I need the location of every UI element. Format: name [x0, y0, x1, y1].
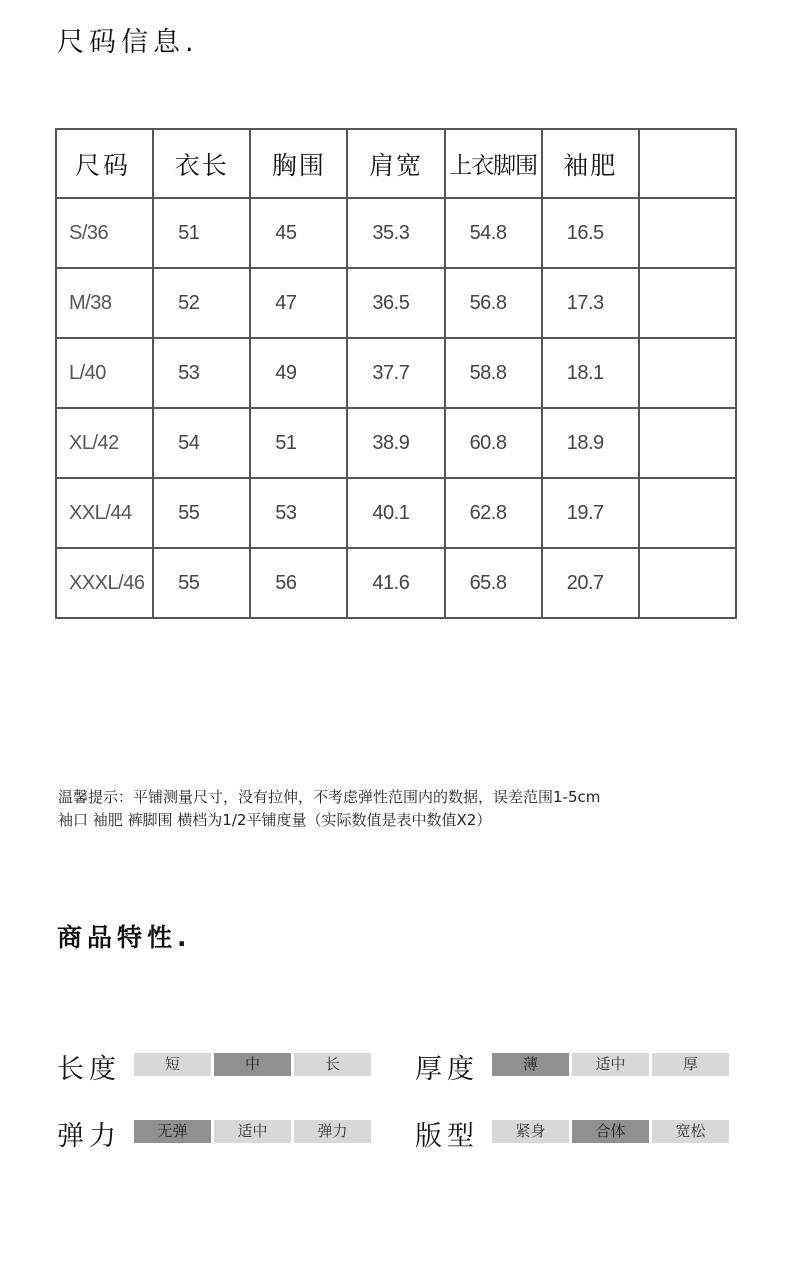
cell-chest: 45 [250, 198, 347, 268]
cell-length: 55 [153, 548, 250, 618]
option-moderate: 适中 [572, 1053, 649, 1076]
header-empty [639, 129, 736, 198]
option-stretch: 弹力 [294, 1120, 371, 1143]
cell-size: L/40 [56, 338, 153, 408]
cell-shoulder: 37.7 [347, 338, 444, 408]
cell-length: 53 [153, 338, 250, 408]
table-row [56, 408, 736, 478]
cell-chest: 49 [250, 338, 347, 408]
option-no-stretch: 无弹 [134, 1120, 211, 1143]
cell-sleeve: 17.3 [542, 268, 639, 338]
cell-length: 55 [153, 478, 250, 548]
cell-chest: 56 [250, 548, 347, 618]
tip-line-1: 温馨提示：平铺测量尺寸，没有拉伸，不考虑弹性范围内的数据，误差范围1-5cm [58, 788, 601, 806]
table-row [56, 268, 736, 338]
attribute-options [492, 1053, 729, 1076]
cell-size: XXXL/46 [56, 548, 153, 618]
tip-line-2: 袖口 袖肥 裤脚围 横档为1/2平铺度量（实际数值是表中数值X2） [58, 811, 492, 829]
cell-length: 51 [153, 198, 250, 268]
size-info-title: 尺码信息. [57, 27, 199, 58]
cell-chest: 51 [250, 408, 347, 478]
cell-size: XL/42 [56, 408, 153, 478]
cell-empty [639, 408, 736, 478]
cell-length: 54 [153, 408, 250, 478]
attribute-label: 版型 [415, 1121, 479, 1152]
cell-length: 52 [153, 268, 250, 338]
cell-shoulder: 38.9 [347, 408, 444, 478]
cell-sleeve: 16.5 [542, 198, 639, 268]
cell-sleeve: 18.9 [542, 408, 639, 478]
header-length: 衣长 [153, 129, 250, 198]
cell-empty [639, 338, 736, 408]
cell-chest: 47 [250, 268, 347, 338]
cell-hem: 62.8 [445, 478, 542, 548]
cell-empty [639, 548, 736, 618]
table-row [56, 478, 736, 548]
cell-hem: 56.8 [445, 268, 542, 338]
cell-hem: 60.8 [445, 408, 542, 478]
cell-size: XXL/44 [56, 478, 153, 548]
cell-empty [639, 268, 736, 338]
option-long: 长 [294, 1053, 371, 1076]
header-size: 尺码 [56, 129, 153, 198]
cell-hem: 65.8 [445, 548, 542, 618]
cell-shoulder: 41.6 [347, 548, 444, 618]
option-regular: 合体 [572, 1120, 649, 1143]
cell-empty [639, 198, 736, 268]
option-moderate: 适中 [214, 1120, 291, 1143]
cell-shoulder: 36.5 [347, 268, 444, 338]
header-hem: 上衣脚围 [445, 129, 542, 198]
attribute-options [134, 1120, 371, 1143]
option-thick: 厚 [652, 1053, 729, 1076]
table-row [56, 548, 736, 618]
attribute-options [492, 1120, 729, 1143]
option-medium: 中 [214, 1053, 291, 1076]
cell-chest: 53 [250, 478, 347, 548]
measurement-tip [58, 786, 758, 832]
attribute-label: 长度 [57, 1054, 121, 1085]
cell-size: M/38 [56, 268, 153, 338]
cell-sleeve: 20.7 [542, 548, 639, 618]
option-loose: 宽松 [652, 1120, 729, 1143]
table-row [56, 198, 736, 268]
attribute-options [134, 1053, 371, 1076]
product-features-title: 商品特性. [57, 923, 192, 952]
header-sleeve: 袖肥 [542, 129, 639, 198]
size-table-header-row [56, 129, 736, 198]
cell-sleeve: 18.1 [542, 338, 639, 408]
cell-sleeve: 19.7 [542, 478, 639, 548]
cell-shoulder: 40.1 [347, 478, 444, 548]
option-short: 短 [134, 1053, 211, 1076]
cell-hem: 58.8 [445, 338, 542, 408]
attribute-label: 厚度 [415, 1054, 479, 1085]
cell-shoulder: 35.3 [347, 198, 444, 268]
option-thin: 薄 [492, 1053, 569, 1076]
size-table [55, 128, 737, 619]
option-slim: 紧身 [492, 1120, 569, 1143]
cell-hem: 54.8 [445, 198, 542, 268]
cell-empty [639, 478, 736, 548]
attribute-label: 弹力 [57, 1121, 121, 1152]
cell-size: S/36 [56, 198, 153, 268]
table-row [56, 338, 736, 408]
header-shoulder: 肩宽 [347, 129, 444, 198]
header-chest: 胸围 [250, 129, 347, 198]
